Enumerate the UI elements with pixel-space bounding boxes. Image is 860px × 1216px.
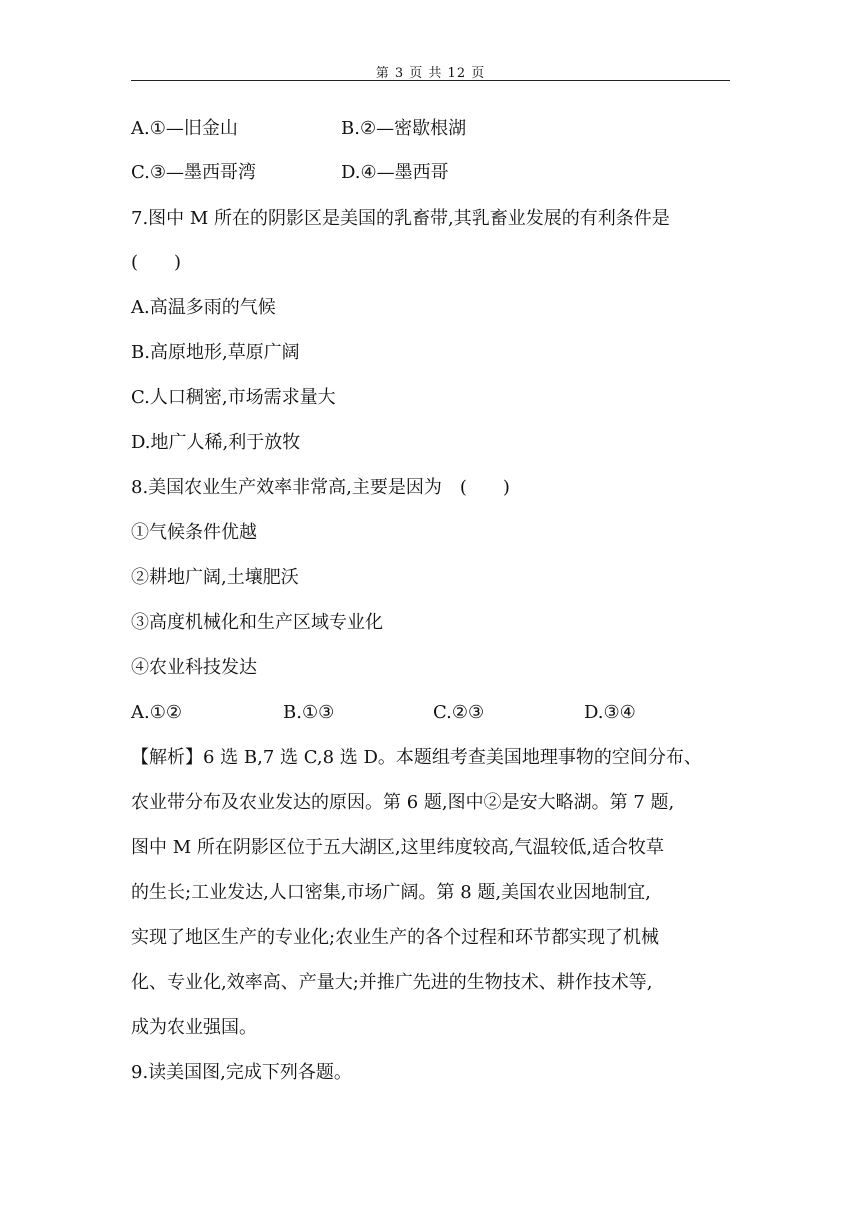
q9-stem: 9.读美国图,完成下列各题。 [131,1062,352,1083]
page-header: 第 3 页 共 12 页 [375,66,486,81]
header-rule [131,80,730,81]
q6-option-c: C.③—墨西哥湾 [131,162,256,183]
q8-statement-3: ③高度机械化和生产区域专业化 [131,612,383,633]
q7-option-d: D.地广人稀,利于放牧 [131,432,301,453]
q8-statement-4: ④农业科技发达 [131,657,257,678]
q8-statement-1: ①气候条件优越 [131,522,257,543]
q6-option-a: A.①—旧金山 [131,118,238,139]
analysis-line-2: 农业带分布及农业发达的原因。第 6 题,图中②是安大略湖。第 7 题, [131,792,675,813]
q6-option-b: B.②—密歇根湖 [341,118,467,139]
analysis-line-3: 图中 M 所在阴影区位于五大湖区,这里纬度较高,气温较低,适合牧草 [131,837,665,858]
q7-option-b: B.高原地形,草原广阔 [131,342,300,363]
analysis-line-5: 实现了地区生产的专业化;农业生产的各个过程和环节都实现了机械 [131,927,660,948]
q8-option-c: C.②③ [433,702,485,723]
q8-option-d: D.③④ [584,702,636,723]
q7-stem-bracket: ( ) [131,252,182,273]
q7-option-c: C.人口稠密,市场需求量大 [131,387,336,408]
analysis-line-6: 化、专业化,效率高、产量大;并推广先进的生物技术、耕作技术等, [131,972,653,993]
analysis-line-1: 【解析】6 选 B,7 选 C,8 选 D。本题组考查美国地理事物的空间分布、 [131,747,702,768]
q8-option-a: A.①② [131,702,182,723]
q8-option-b: B.①③ [283,702,335,723]
analysis-line-7: 成为农业强国。 [131,1017,257,1038]
analysis-line-4: 的生长;工业发达,人口密集,市场广阔。第 8 题,美国农业因地制宜, [131,882,651,903]
q7-option-a: A.高温多雨的气候 [131,297,276,318]
q8-statement-2: ②耕地广阔,土壤肥沃 [131,567,299,588]
q7-stem: 7.图中 M 所在的阴影区是美国的乳畜带,其乳畜业发展的有利条件是 [131,208,670,229]
q6-option-d: D.④—墨西哥 [341,162,449,183]
q8-stem: 8.美国农业生产效率非常高,主要是因为 ( ) [131,477,510,498]
